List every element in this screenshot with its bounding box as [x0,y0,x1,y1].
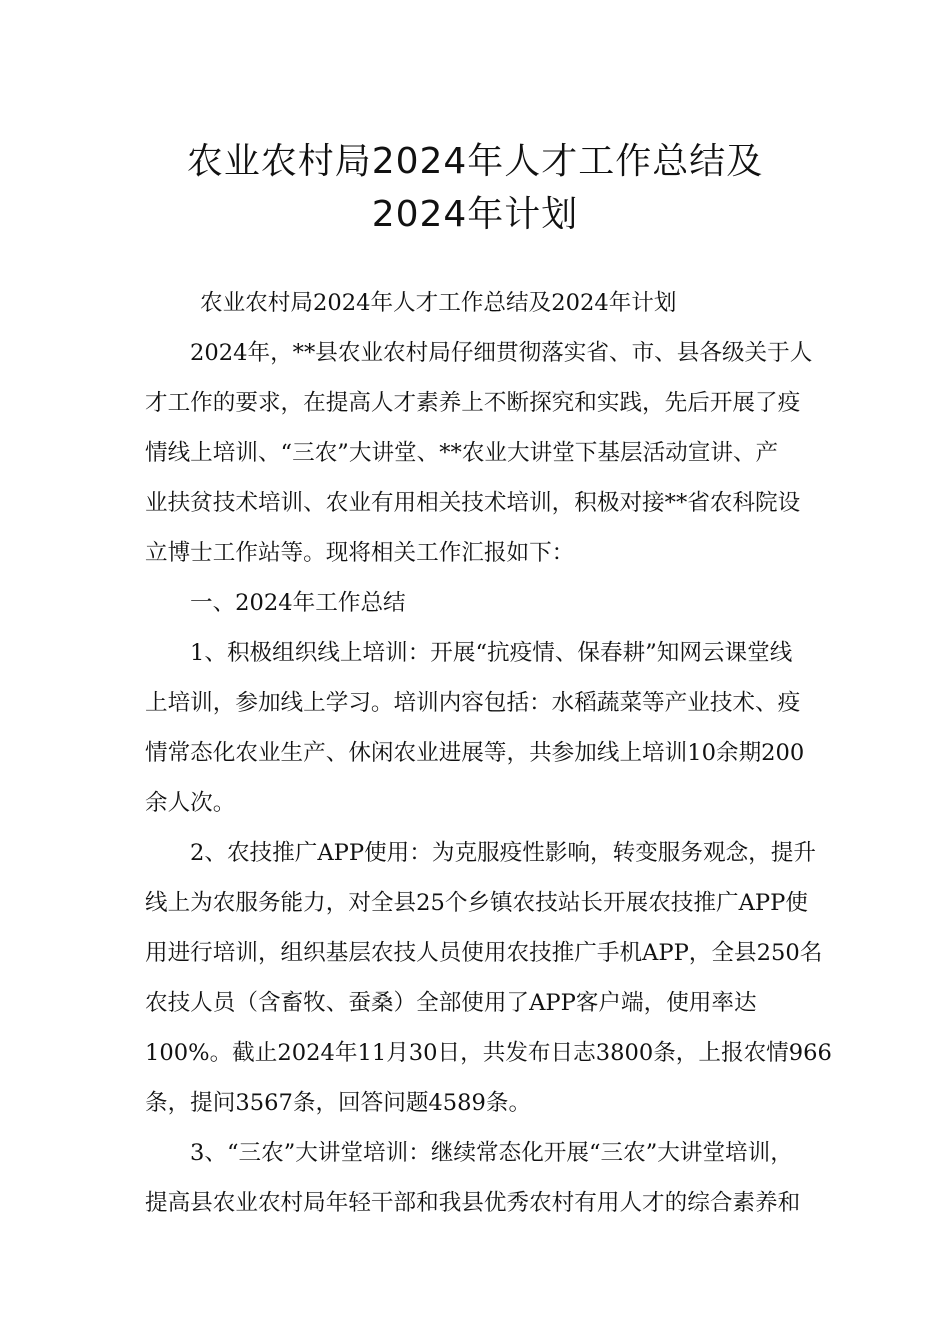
paragraph-line: 100%。截止2024年11月30日，共发布日志3800条，上报农情966 [145,1040,832,1066]
paragraph-line: 1、积极组织线上培训：开展“抗疫情、保春耕”知网云课堂线 [190,640,793,666]
paragraph-line: 才工作的要求，在提高人才素养上不断探究和实践，先后开展了疫 [145,390,801,416]
paragraph-line: 农技人员（含畜牧、蚕桑）全部使用了APP客户端，使用率达 [145,990,757,1016]
paragraph-line: 2、农技推广APP使用：为克服疫性影响，转变服务观念，提升 [190,840,816,866]
paragraph-line: 情线上培训、“三农”大讲堂、**农业大讲堂下基层活动宣讲、产 [145,440,779,466]
paragraph-line: 3、“三农”大讲堂培训：继续常态化开展“三农”大讲堂培训， [190,1140,793,1166]
paragraph-line: 线上为农服务能力，对全县25个乡镇农技站长开展农技推广APP使 [145,890,808,916]
document-title-line-1: 农业农村局2024年人才工作总结及 [186,141,764,182]
paragraph-line: 条，提问3567条，回答问题4589条。 [145,1090,532,1116]
paragraph-line: 情常态化农业生产、休闲农业进展等，共参加线上培训10余期200 [145,740,805,766]
paragraph-line: 上培训，参加线上学习。培训内容包括：水稻蔬菜等产业技术、疫 [145,690,801,716]
paragraph-line: 提高县农业农村局年轻干部和我县优秀农村有用人才的综合素养和 [145,1190,801,1216]
paragraph-line: 余人次。 [145,790,236,816]
paragraph-line: 2024年，**县农业农村局仔细贯彻落实省、市、县各级关于人 [190,340,813,366]
document-title-line-2: 2024年计划 [371,194,579,235]
paragraph-line: 用进行培训，组织基层农技人员使用农技推广手机APP，全县250名 [145,940,823,966]
paragraph-line: 业扶贫技术培训、农业有用相关技术培训，积极对接**省农科院设 [145,490,801,516]
section-heading: 一、2024年工作总结 [190,590,406,616]
document-subtitle: 农业农村局2024年人才工作总结及2024年计划 [200,290,677,316]
paragraph-line: 立博士工作站等。现将相关工作汇报如下： [145,540,575,566]
